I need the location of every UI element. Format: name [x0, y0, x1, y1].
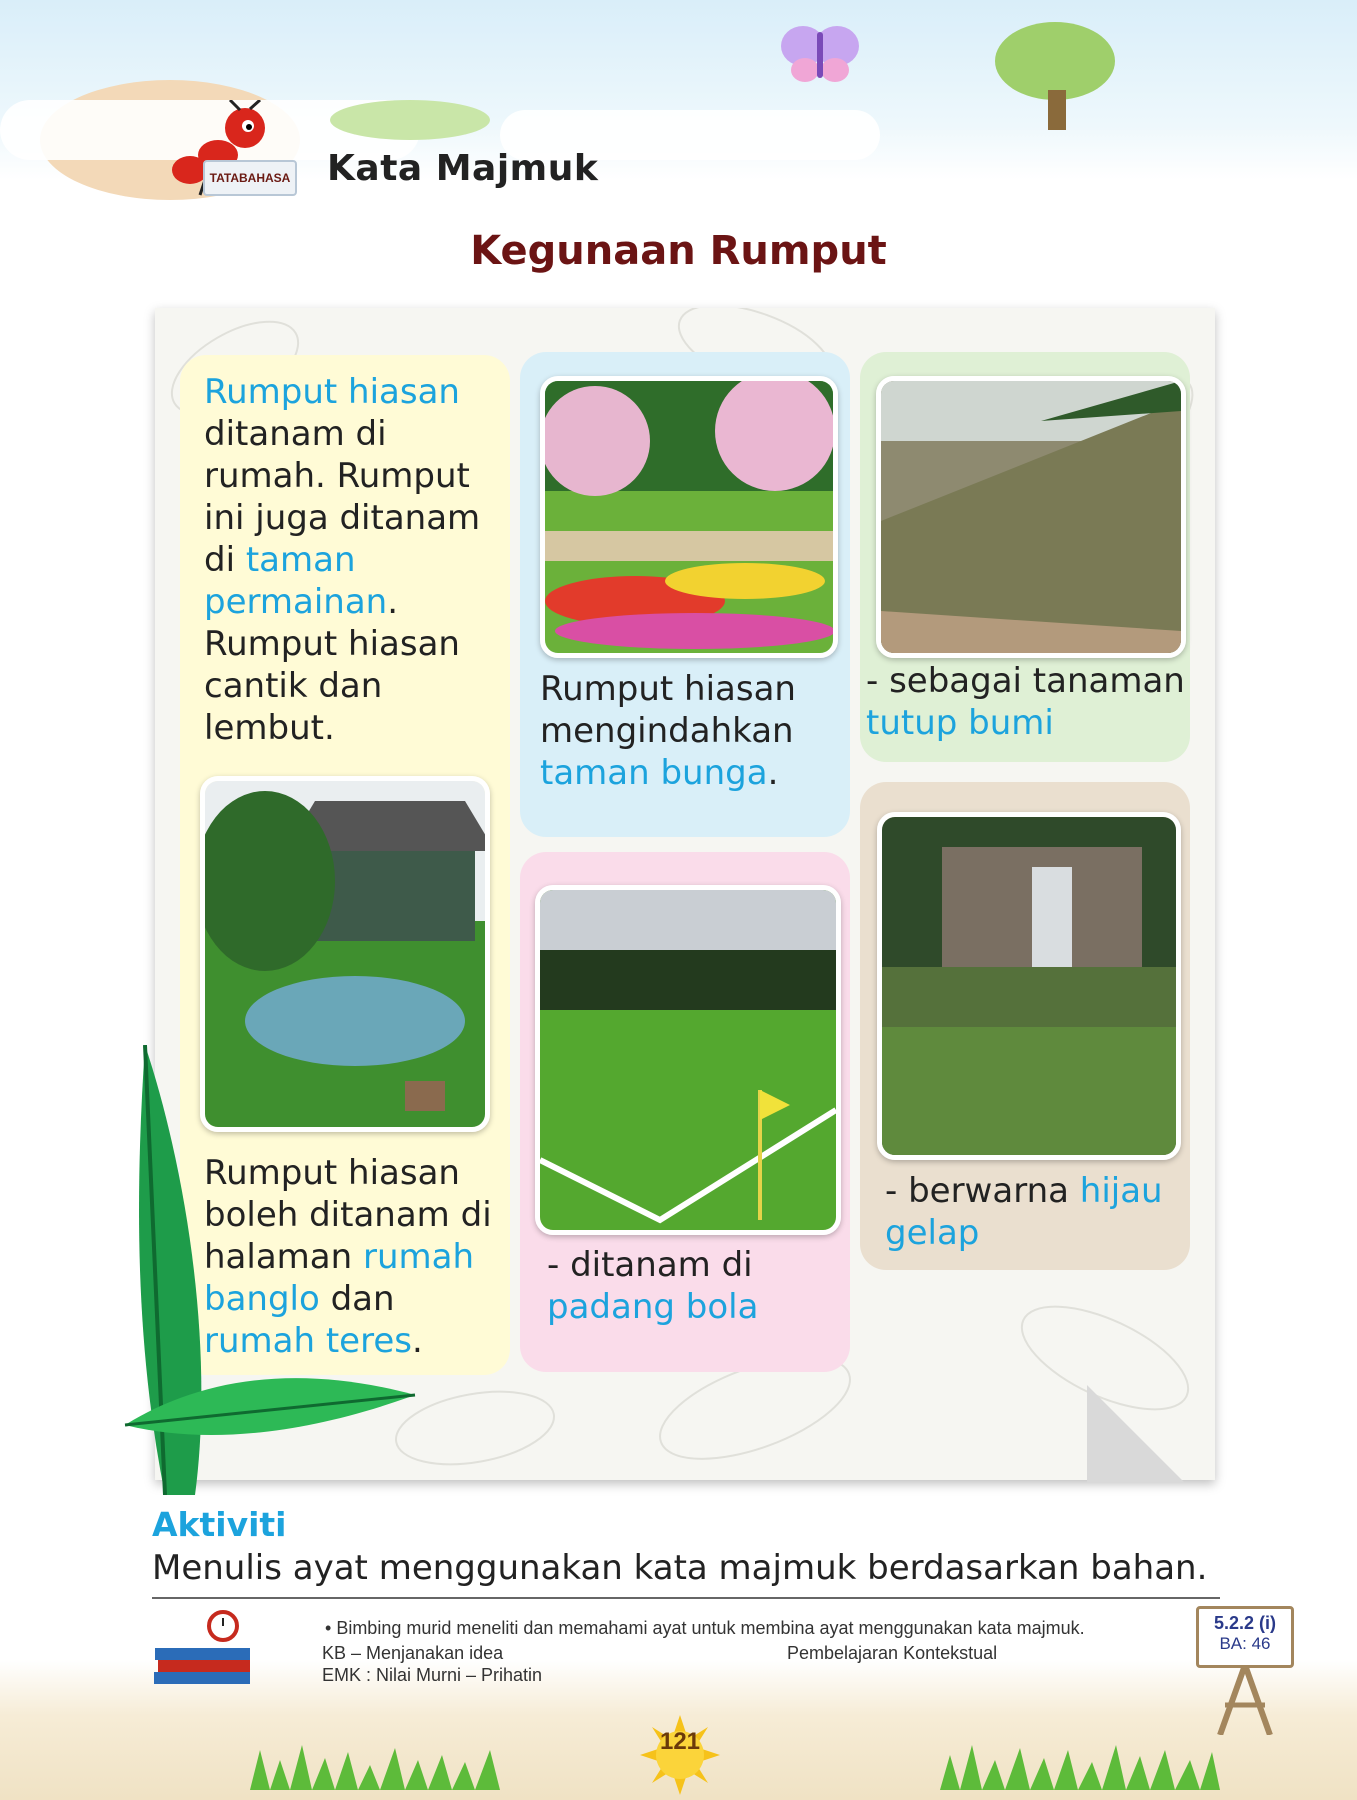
teacher-note-emk: EMK : Nilai Murni – Prihatin	[322, 1665, 543, 1685]
text-segment: ditanam di rumah. Rumput ini juga ditanam di	[204, 414, 481, 580]
tree-icon	[995, 22, 1115, 100]
text-segment: .	[411, 1321, 423, 1361]
grass-slope-photo	[876, 376, 1186, 658]
text-segment: . Rumput hiasan cantik dan lembut.	[204, 582, 460, 748]
highlighted-term: padang bola	[547, 1287, 759, 1327]
text-segment: Rumput hiasan mengindahkan	[540, 669, 796, 751]
grass-decoration	[250, 1730, 510, 1790]
teacher-note-kb: KB – Menjanakan idea	[322, 1643, 504, 1663]
highlighted-term: tutup bumi	[866, 703, 1054, 743]
section-badge: TATABAHASA	[203, 160, 297, 196]
easel-icon	[1210, 1665, 1280, 1735]
highlighted-term: hijau gelap	[885, 1171, 1163, 1253]
divider-line	[152, 1597, 1220, 1599]
intro-text	[204, 371, 509, 749]
books-clock-icon	[150, 1608, 260, 1688]
bush-decoration	[330, 100, 490, 140]
highlighted-term: rumah teres	[204, 1321, 412, 1361]
football-text	[547, 1244, 837, 1328]
palm-leaf-decoration	[105, 1045, 425, 1495]
slope-text	[866, 660, 1186, 744]
activity-description: Menulis ayat menggunakan kata majmuk berdasarkan bahan.	[152, 1548, 1208, 1588]
standard-ba: BA: 46	[1219, 1634, 1271, 1653]
highlighted-term: Rumput hiasan	[204, 372, 460, 412]
teacher-note-bullet: • Bimbing murid meneliti dan memahami ayat untuk membina ayat menggunakan kata majmuk.	[325, 1618, 1085, 1638]
page-title: Kegunaan Rumput	[470, 228, 887, 274]
text-segment: Rumput hiasan boleh ditanam di halaman	[204, 1153, 492, 1277]
flower-garden-photo	[540, 376, 838, 658]
page-fold-corner	[1087, 1385, 1185, 1483]
butterfly-icon	[775, 18, 865, 88]
text-segment: - berwarna	[885, 1171, 1080, 1211]
text-segment: - sebagai tanaman	[866, 661, 1185, 701]
darkgreen-text	[885, 1170, 1165, 1254]
standard-code: 5.2.2 (i)	[1213, 1613, 1277, 1633]
text-segment: dan	[319, 1279, 395, 1319]
garden-text	[540, 668, 800, 794]
text-segment: .	[767, 753, 779, 793]
highlighted-term: rumah banglo	[204, 1237, 475, 1319]
teacher-note-approach: Pembelajaran Kontekstual	[787, 1643, 998, 1663]
grass-decoration	[940, 1730, 1220, 1790]
page-number: 121	[659, 1728, 701, 1755]
waterfall-lawn-photo	[877, 812, 1181, 1160]
highlighted-term: taman permainan	[204, 540, 388, 622]
football-field-photo	[535, 885, 841, 1235]
text-segment: - ditanam di	[547, 1245, 753, 1285]
topic-heading: Kata Majmuk	[327, 148, 599, 189]
highlighted-term: taman bunga	[540, 753, 768, 793]
activity-heading: Aktiviti	[152, 1505, 287, 1544]
standard-code-box	[1196, 1606, 1294, 1668]
tree-trunk	[1048, 90, 1066, 130]
